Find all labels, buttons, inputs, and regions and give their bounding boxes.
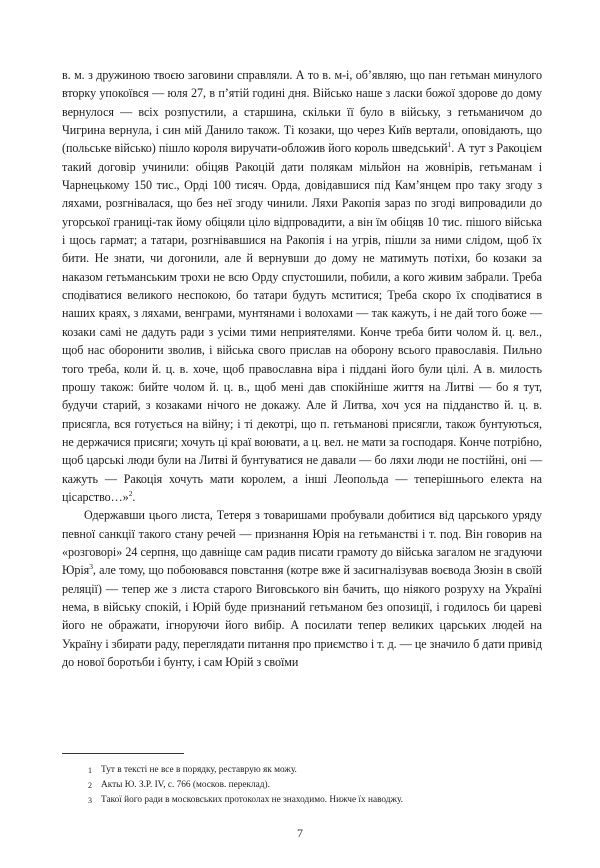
paragraph-text: . — [132, 489, 136, 504]
footnote-text: Акты Ю. З.Р. IV, с. 766 (москов. переклад). — [101, 780, 270, 791]
footnote-number: 2 — [88, 781, 92, 791]
footnote — [62, 793, 542, 808]
footnote-text: Такої його ради в московських протоколах не знаходимо. Нижче їх наводжу. — [101, 795, 403, 806]
paragraph — [62, 66, 542, 506]
paragraph — [62, 506, 542, 671]
footnote-ref: 3 — [89, 562, 93, 572]
paragraph-text: в. м. з дружиною твоєю заговини справляли. А то в. м-і, об’являю, що пан гетьман минулого вторку упокоївся — юля 27, в п’ятій годині дня. Військо наше з ласки божої здорове до дому вернулося — всіх розпустили, а старшина, скільки її було в війську, з гетьманичом до Чигрина вернула, і син мій Данило також. Ті козаки, що через Київ вертали, оповідають, що (польське військо) пішло короля виручати-обложив його король шведський — [62, 68, 542, 156]
footnote-ref: 2 — [128, 488, 133, 498]
footnote-divider — [62, 753, 184, 754]
paragraph-text: Одержавши цього листа, Тетеря з товаришами пробували добитися від царського уряду певної санкції такого стану речей — признання Юрія на гетьманстві і т. под. Він говорив на «розговорі» 24 серпня, що давніще сам радив писати грамоту до війська загалом не згадуючи Юрія — [62, 508, 542, 578]
paragraph-text: , але тому, що побоювався повстання (котре вже й засигналізував воєвода Зюзін в своїй реляції) — тепер же з листа старого Виговського він бачить, що ніякого розруху на Україні нема, в війську спокій, і Юрій буде признаний гетьманом без опозиції, і годилось би цареві його не ображати, ігноруючи його вибір. А посилати тепер великих царських людей на Україну і збирати раду, переглядати питання про приємство і т. д. — це значило б дати привід до нової боротьби і бунту, і сам Юрій з своїми — [62, 563, 542, 669]
page-number: 7 — [297, 826, 303, 840]
footnote-number: 3 — [88, 796, 92, 806]
paragraph-text: . А тут з Ракоцієм такий договір учинили: обіцяв Ракоцій дати полякам мільйон на жовнірів, гетьманам і Чарнецькому 150 тис., Орді 100 тисяч. Орда, довідавшися під Кам’янцем про таку згоду з ляхами, розгнівалася, що без неї згоду чинили. Ляхи Ракопія зараз по згоді випровадили до угорської границі-так йому обіцяли ціло відпровадити, а він їм обіцяв 10 тис. пішого війська і щось гармат; а татари, розгнівавшися на Ракопія і на угрів, пішли за ними слідом, щоб їх бити. Не знати, чи догонили, але й вернувши до дому не матимуть потіхи, бо козаки за наказом гетьманським трохи не всю Орду спустошили, побили, а кого живим забрали. Треба сподіватися великого неспокою, бо татари будуть мститися; Треба скоро їх сподіватися в наших краях, з ляхами, венграми, мунтянами і волохами — так кажуть, і не дай того боже — козаки самі не дадуть ради з усіми тими неприятелями. Конче треба бити чолом й. ц. вел., щоб нас оборонити зволив, і війська свого прислав на оборону всього православія. Пильно того треба, коли й. ц. в. хоче, щоб православна віра і піддані його були цілі. А в. милость прошу також: бийте чолом й. ц. в., щоб мені дав спокійніше життя на Литві — бо я тут, будучи старий, з козаками нічого не докажу. Але й Литва, хоч уся на підданство й. ц. в. присягла, вся готується на війну; і ті декотрі, що п. гетьманові присягли, також бунтуються, не держачися присяги; хочуть ці краї воювати, а ц. вел. не мати за господаря. Конче потрібно, щоб царські люди були на Литві й бунтуватися не давали — бо ляхи люди не постійні, оні — кажуть — Ракоцiя хочуть мати королем, а інші Леопольда — теперішнього електа на цісарство…» — [62, 141, 543, 504]
footnote-text: Тут в тексті не все в порядку, реставрую як можу. — [101, 765, 297, 775]
footnotes — [62, 763, 542, 809]
body-text — [62, 66, 542, 671]
footnote-ref: 1 — [447, 140, 452, 150]
footnote — [62, 778, 542, 793]
footnote-number: 1 — [88, 766, 92, 775]
footnote — [62, 763, 542, 778]
